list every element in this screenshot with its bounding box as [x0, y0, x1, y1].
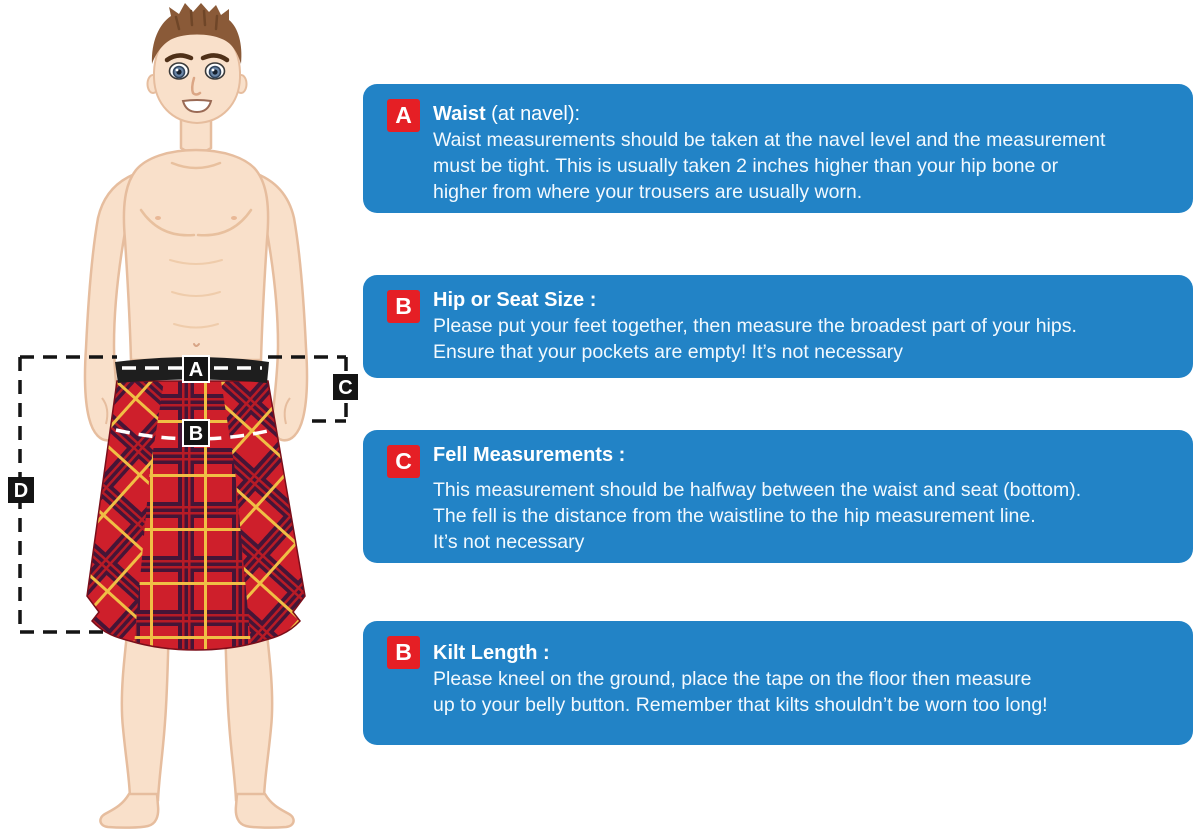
- info-box-length: [363, 621, 1193, 745]
- hip-title: Hip or Seat Size :: [433, 289, 597, 311]
- length-text-line: Please kneel on the ground, place the tape on the floor then measure: [433, 668, 1032, 690]
- info-box-fell: [363, 430, 1193, 563]
- info-box-waist: [363, 84, 1193, 213]
- right-eye: [206, 63, 225, 79]
- fell-text-line: The fell is the distance from the waistline to the hip measurement line.: [433, 505, 1036, 527]
- left-nipple: [155, 216, 161, 220]
- svg-text:B: B: [188, 423, 204, 445]
- marker-c: [333, 374, 358, 400]
- fell-badge: C: [387, 445, 420, 478]
- right-nipple: [231, 216, 237, 220]
- left-foot: [100, 794, 158, 828]
- man-head: [148, 3, 247, 123]
- waist-text-line: Waist measurements should be taken at the navel level and the measurement: [433, 129, 1106, 151]
- waist-title: Waist (at navel):: [433, 103, 581, 125]
- marker-a: [183, 356, 209, 382]
- waist-text-line: higher from where your trousers are usually worn.: [433, 181, 863, 203]
- length-text-line: up to your belly button. Remember that kilts shouldn’t be worn too long!: [433, 694, 1048, 716]
- right-foot: [236, 794, 294, 828]
- marker-d: [8, 477, 34, 503]
- hip-badge: B: [387, 290, 420, 323]
- fell-text-line: It’s not necessary: [433, 531, 585, 553]
- svg-text:D: D: [13, 480, 29, 502]
- svg-text:C: C: [338, 377, 353, 399]
- svg-text:A: A: [188, 359, 204, 381]
- hip-text-line: Ensure that your pockets are empty! It’s not necessary: [433, 341, 904, 363]
- length-title: Kilt Length :: [433, 642, 550, 664]
- fell-text-line: This measurement should be halfway between the waist and seat (bottom).: [433, 479, 1082, 501]
- waist-text-line: must be tight. This is usually taken 2 inches higher than your hip bone or: [433, 155, 1059, 177]
- length-badge: B: [387, 636, 420, 669]
- left-eye: [170, 63, 189, 79]
- fell-title: Fell Measurements :: [433, 444, 626, 466]
- hip-text-line: Please put your feet together, then measure the broadest part of your hips.: [433, 315, 1077, 337]
- waist-badge: A: [387, 99, 420, 132]
- man-figure: [0, 0, 365, 832]
- marker-b: [183, 420, 209, 446]
- info-box-hip: [363, 275, 1193, 378]
